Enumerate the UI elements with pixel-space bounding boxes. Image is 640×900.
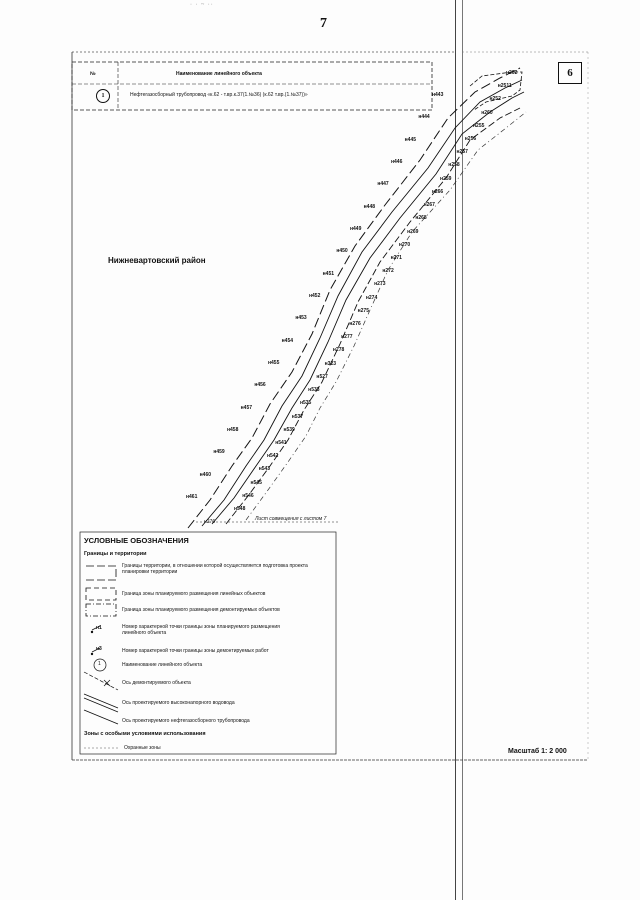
point-label-right: н259	[440, 175, 452, 182]
point-label-left: н447	[377, 181, 389, 188]
point-label-right: н260	[481, 109, 493, 116]
object-number-circle: 1	[96, 89, 110, 103]
point-label-right: н272	[382, 268, 394, 275]
point-label-right: н257	[456, 149, 468, 156]
top-scan-artifact: · · ~ ··	[190, 2, 214, 8]
point-label-left: н451	[322, 270, 335, 277]
point-label-right: н271	[390, 254, 402, 261]
point-label-left: н453	[295, 315, 307, 322]
point-label-left: н443	[432, 92, 444, 98]
legend-item-territory: Границы территории, в отношении которой осуществляется подготовка проекта планировки территории	[122, 563, 308, 575]
point-label-left: н461	[186, 494, 198, 500]
point-label-right: н2511	[497, 83, 512, 90]
point-label-left: н449	[350, 226, 362, 232]
district-label: Нижневартовский район	[108, 256, 206, 265]
legend-item-object-name: Наименование линейного объекта	[122, 662, 203, 668]
point-label-left: н458	[227, 427, 239, 433]
legend-item-point-linear: Номер характерной точки границы зоны планируемого размещения линейного объекта	[122, 624, 280, 636]
legend-marker-n1: н1	[96, 625, 102, 631]
point-label-right: н539	[283, 426, 295, 433]
legend-item-protection-zone: Охранные зоны	[124, 745, 161, 751]
point-label-right: н275	[357, 307, 369, 314]
header-object-name: Нефтегазосборный трубопровод «к.62 - т.вр.к.37(1.№36) (к.62 т.вр.(1.№37))»	[130, 92, 308, 98]
point-label-left: н452	[309, 293, 321, 299]
point-label-right: н273	[374, 281, 386, 288]
point-label-right: н545	[250, 479, 262, 486]
point-label-left: н448	[363, 203, 376, 210]
point-label-right: н323	[324, 360, 337, 367]
point-label-right: н278	[332, 347, 345, 354]
point-label-right: н542	[266, 453, 279, 460]
point-label-right: н274	[365, 294, 378, 301]
point-label-right: н533	[308, 387, 320, 394]
point-label-right: н277	[341, 334, 353, 341]
bottom-point-label: н276	[204, 519, 216, 525]
point-label-right: н548	[234, 506, 246, 512]
point-label-right: н541	[275, 439, 287, 446]
header-col-number: №	[90, 71, 96, 77]
map-scale: Масштаб 1: 2 000	[508, 748, 567, 755]
point-label-left: н445	[404, 136, 417, 143]
point-label-right: н252	[489, 96, 501, 103]
legend-item-point-demolition: Номер характерной точки границы зоны демонтируемых работ	[122, 648, 269, 654]
legend-item-water-axis: Ось проектируемого высоконапорного водовода	[122, 700, 235, 706]
legend-item-demolition-zone: Граница зоны планируемого размещения демонтируемых объектов	[122, 607, 280, 613]
point-label-right: н268	[415, 215, 427, 222]
point-label-right: н258	[448, 162, 460, 169]
point-label-right: н269	[407, 228, 419, 235]
legend-title: УСЛОВНЫЕ ОБОЗНАЧЕНИЯ	[84, 536, 189, 545]
point-label-right: н256	[464, 136, 477, 143]
point-label-left: н457	[240, 404, 253, 411]
point-label-right: н270	[398, 241, 411, 248]
point-label-left: н455	[268, 360, 280, 366]
point-label-right: н527	[316, 373, 328, 380]
legend-section-zones: Зоны с особыми условиями использования	[84, 731, 206, 737]
point-label-left: н459	[213, 449, 225, 456]
point-label-right: н267	[423, 202, 435, 209]
point-label-left: н450	[336, 248, 348, 255]
legend-section-borders: Границы и территории	[84, 551, 147, 557]
legend-item-pipeline-axis: Ось проектируемого нефтегазосборного трубопровода	[122, 718, 250, 724]
point-label-right: н255	[473, 122, 485, 129]
legend-marker-n3: н3	[96, 646, 102, 652]
sheet-join-note: Лист совмещения с листом 7	[255, 516, 327, 522]
point-label-left: н446	[391, 159, 403, 165]
point-label-left: н456	[254, 382, 266, 389]
point-label-right: н276	[349, 321, 361, 328]
point-label-right: н535	[299, 400, 312, 407]
legend-marker-object: 1	[98, 661, 101, 667]
point-label-right: н546	[242, 492, 254, 499]
page-number: 7	[320, 16, 327, 31]
legend-item-linear-zone: Граница зоны планируемого размещения линейных объектов	[122, 591, 266, 597]
point-label-right: н266	[431, 188, 444, 195]
header-col-name: Наименование линейного объекта	[176, 71, 262, 77]
point-label-left: н454	[281, 337, 294, 344]
point-label-right: н537	[291, 413, 304, 420]
point-label-right: н543	[258, 466, 271, 473]
point-label-right: н262	[506, 70, 518, 76]
point-label-left: н444	[418, 114, 430, 121]
sheet-number: 6	[558, 62, 582, 84]
legend-item-demolition-axis: Ось демонтируемого объекта	[122, 680, 191, 686]
point-label-left: н460	[199, 471, 212, 478]
